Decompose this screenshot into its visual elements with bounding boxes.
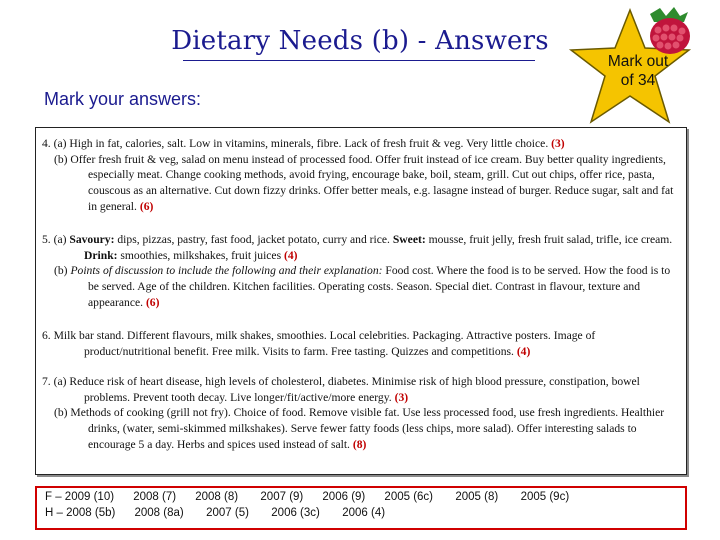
mark-total-label (597, 52, 679, 90)
answer-7b-text: (b) Methods of cooking (grill not fry). Choice of food. Remove visible fat. Use less processed food, use fresh ingredients. Healthier drinks, (water, semi-skimmed milkshakes). Serve fewer fatty foods (less chips, more salad). Offer interesting salads to encourage 5 a day. Herbs and spices used instead of salt. (54, 406, 665, 451)
instruction-text: Mark your answers: (44, 89, 202, 109)
higher-references: H – 2008 (5b) 2008 (8a) 2007 (5) 2006 (3c) 2006 (4) (45, 507, 386, 519)
drink-text: smoothies, milkshakes, fruit juices (120, 248, 282, 262)
answer-4a-mark: (3) (551, 137, 565, 150)
raspberry-icon (640, 4, 696, 56)
answer-5a-mark: (4) (284, 248, 298, 262)
answer-5b-text: Food cost. Where the food is to be served. How the food is to be served. Age of the children. Kitchen facilities. Operating costs. Season. Special diet. Contrast in flavour, texture and appearance. (88, 264, 671, 309)
answer-6 (42, 328, 682, 359)
past-paper-references (35, 486, 687, 530)
answer-6-mark: (4) (516, 344, 531, 358)
mark-total-line-1: Mark out (607, 53, 669, 70)
answer-7a-text: 7. (a) Reduce risk of heart disease, high levels of cholesterol, diabetes. Minimise risk of high blood pressure, constipation, bowel problems. Prevent tooth decay. Live longer/fit/active/more energy. (42, 375, 640, 404)
answer-5b-mark: (6) (145, 295, 160, 309)
answer-5b-prefix: (b) (54, 264, 68, 278)
answers-panel (35, 127, 687, 475)
mark-total-line-2: of 34 (620, 72, 656, 89)
savoury-text: dips, pizzas, pastry, fast food, jacket potato, curry and rice. (117, 233, 390, 246)
sweet-text: mousse, fruit jelly, fresh fruit salad, trifle, ice cream. (428, 233, 673, 246)
answer-4 (42, 136, 682, 215)
savoury-label: Savoury: (69, 233, 115, 246)
answer-4b-mark: (6) (139, 199, 154, 213)
answer-4a-text: 4. (a) High in fat, calories, salt. Low in vitamins, minerals, fibre. Lack of fresh fruit & veg. Very little choice. (42, 137, 549, 150)
answer-5b-intro: Points of discussion to include the following and their explanation: (70, 264, 383, 278)
answer-5 (42, 232, 682, 311)
answer-4b-text: (b) Offer fresh fruit & veg, salad on menu instead of processed food. Offer fruit instead of ice cream. Buy better quality ingredients, especially meat. Change cooking methods, avoid frying, encourage bake, boil, steam, grill. Cut out chips, offer rice, pasta, couscous as an alternative. Cut down fizzy drinks. Offer better meals, e.g. lasagne instead of burger. Reduce sugar, salt and fat in general. (54, 152, 674, 213)
sweet-label: Sweet: (392, 233, 426, 246)
answer-7 (42, 374, 682, 453)
title-underline (183, 60, 535, 61)
drink-label: Drink: (84, 248, 118, 262)
answer-7a-mark: (3) (394, 390, 409, 404)
foundation-references: F – 2009 (10) 2008 (7) 2008 (8) 2007 (9) 2006 (9) 2005 (6c) 2005 (8) 2005 (9c) (45, 491, 570, 503)
page-title: Dietary Needs (b) - Answers (171, 26, 549, 56)
answer-6-text: 6. Milk bar stand. Different flavours, milk shakes, smoothies. Local celebrities. Packaging. Attractive posters. Image of product/nutritional benefit. Free milk. Visits to farm. Free tasting. Quizzes and competitions. (42, 329, 596, 358)
answer-5a-prefix: 5. (a) (42, 233, 67, 246)
answer-7b-mark: (8) (352, 437, 367, 451)
